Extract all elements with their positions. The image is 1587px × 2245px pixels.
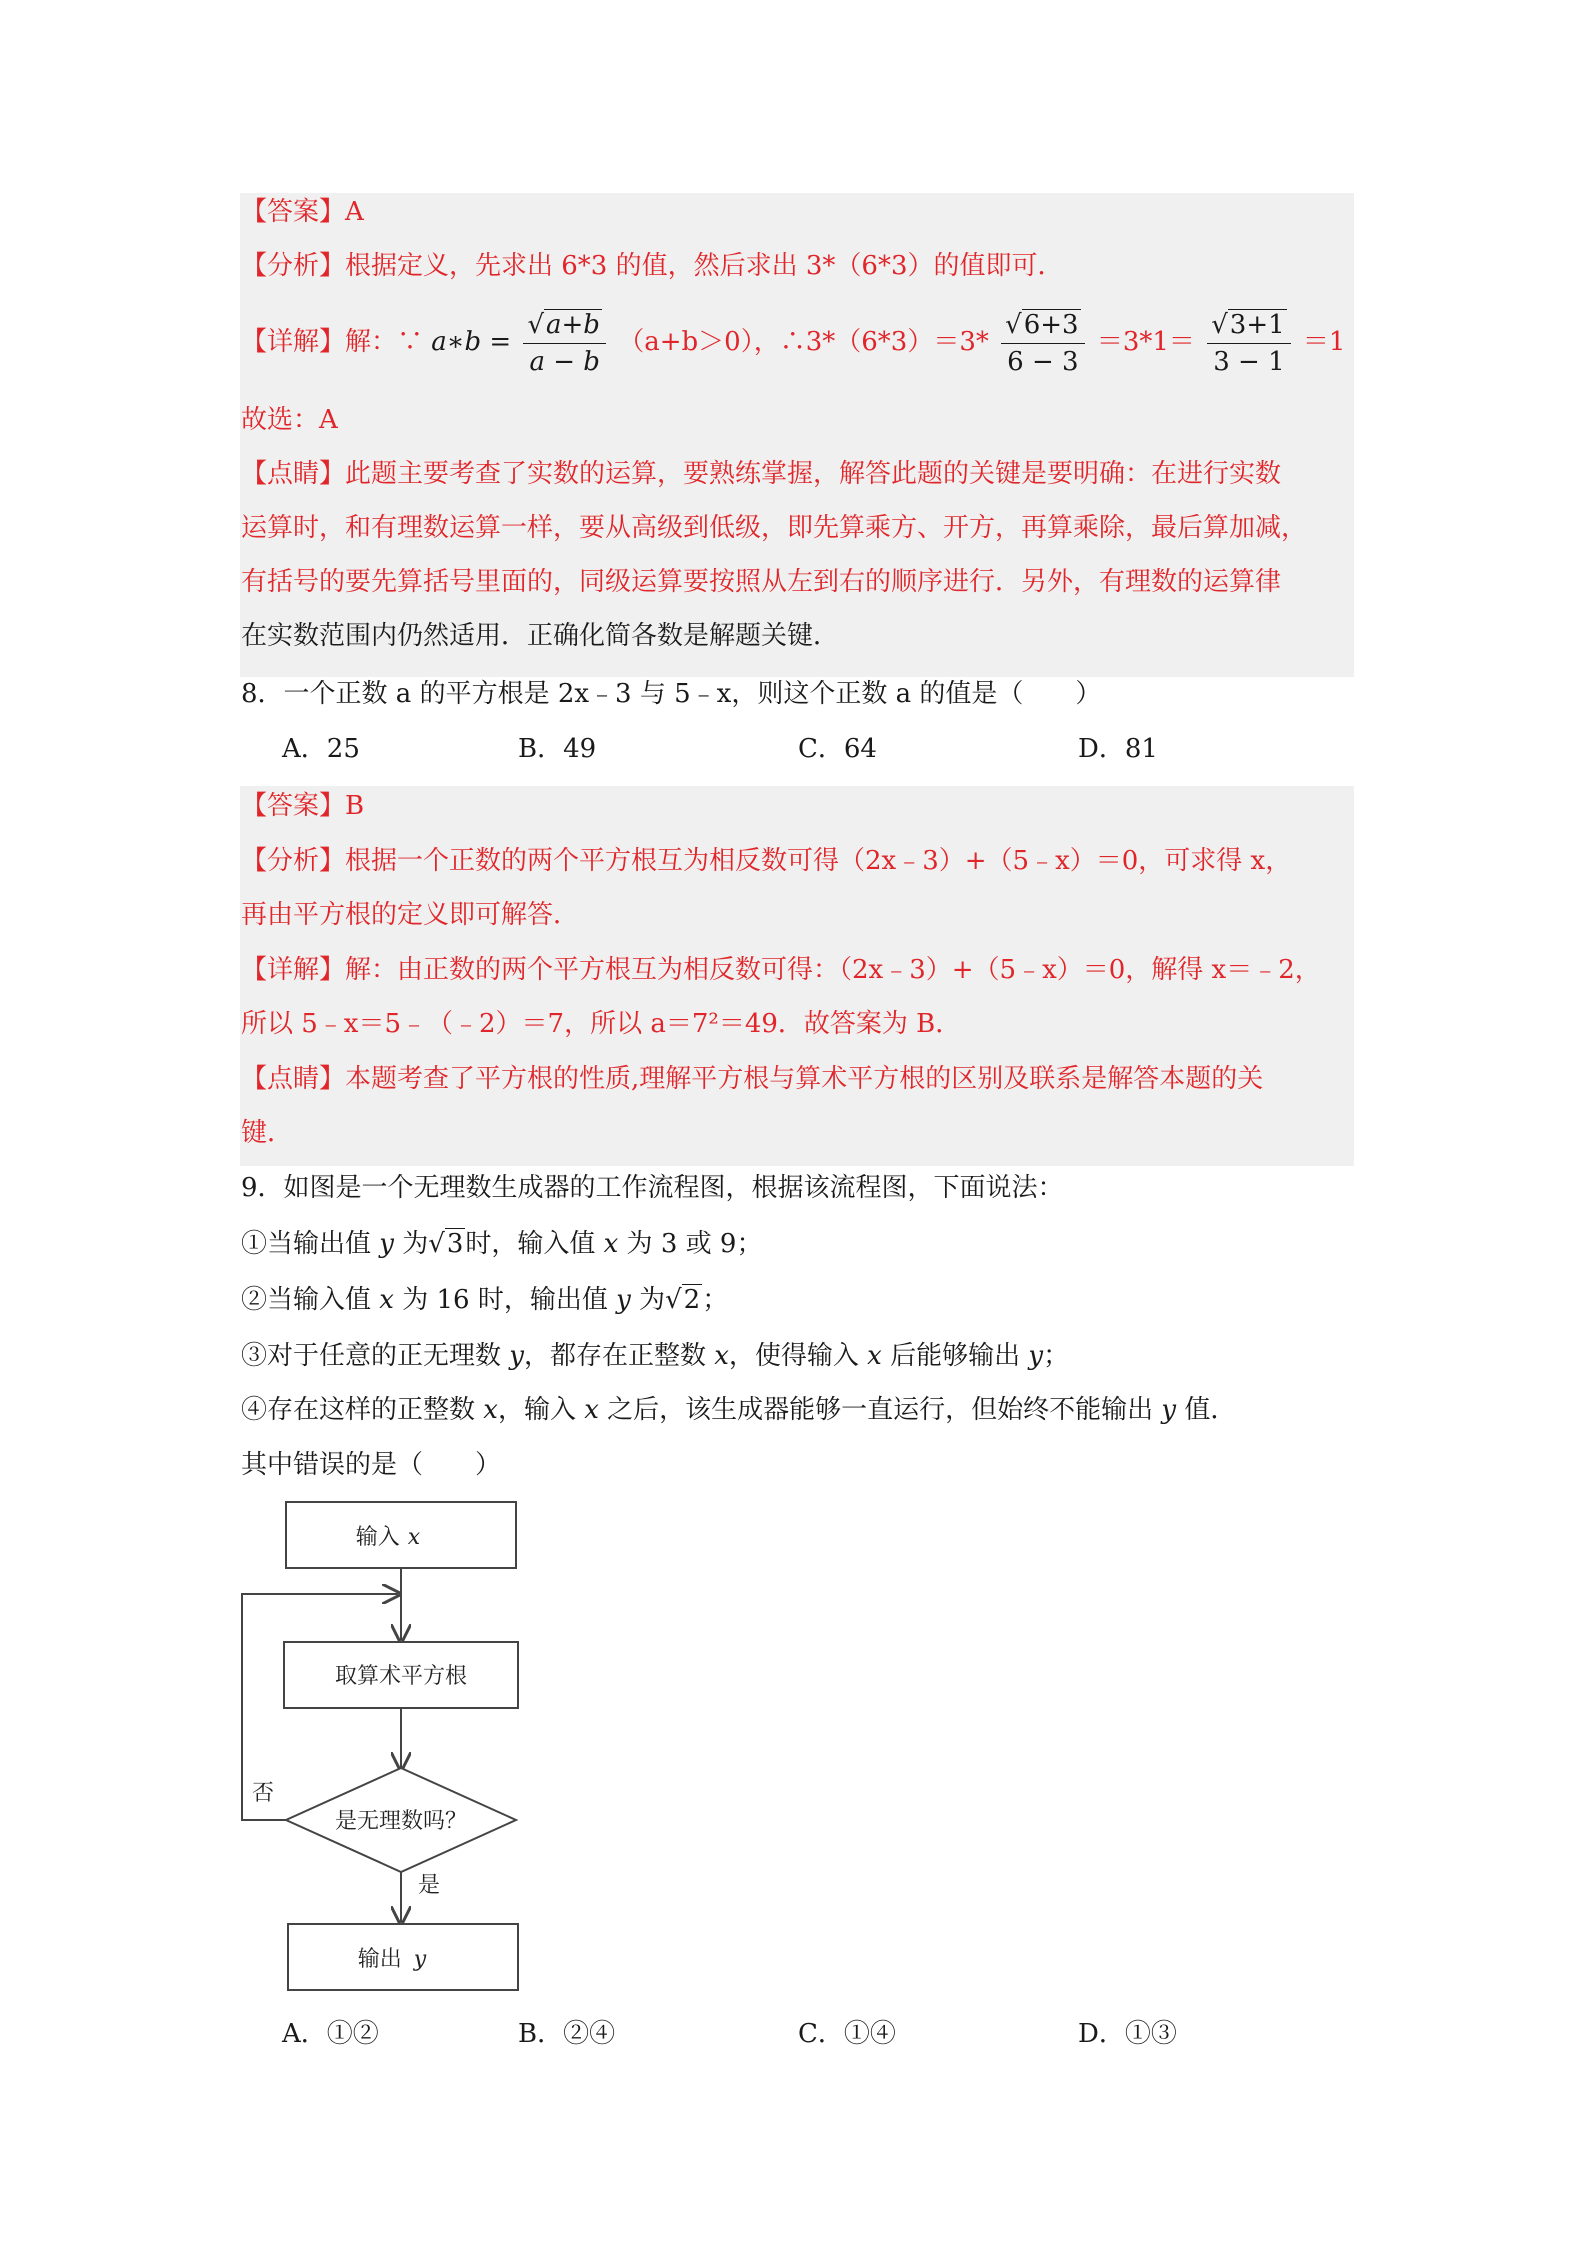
q7-choose: 故选：A (241, 405, 338, 435)
q9-stem: 9．如图是一个无理数生成器的工作流程图，根据该流程图，下面说法： (241, 1173, 1064, 1203)
flow-output-text: 输出 y (357, 1947, 427, 1972)
flow-decision-text: 是无理数吗？ (334, 1809, 468, 1834)
q7-analysis: 【分析】根据定义，先求出 6*3 的值，然后求出 3*（6*3）的值即可． (241, 251, 1064, 281)
def-fraction: $\frac{√a+b}{a - b}$ (523, 307, 606, 380)
def-lhs: a∗b = (431, 327, 512, 357)
q8-stem: 8．一个正数 a 的平方根是 2x﹣3 与 5﹣x，则这个正数 a 的值是（ ） (241, 679, 1102, 709)
q8-option-c: C．64 (798, 734, 877, 764)
flow-sqrt-text: 取算术平方根 (334, 1664, 468, 1689)
q9-option-c: C．①④ (798, 2019, 896, 2049)
flow-input-box (286, 1502, 516, 1568)
q7-point-line-3: 有括号的要先算括号里面的，同级运算要按照从左到右的顺序进行．另外，有理数的运算律 (241, 567, 1282, 597)
q8-option-d: D．81 (1078, 734, 1158, 764)
q7-detail-label: 【详解】解： (241, 327, 398, 357)
flow-input-text: 输入 x (355, 1525, 421, 1550)
def-denominator: a − b (529, 346, 600, 377)
q7-point-line-4: 在实数范围内仍然适用．正确化简各数是解题关键． (241, 621, 840, 651)
q9-statement-4: ④存在这样的正整数 x，输入 x 之后，该生成器能够一直运行，但始终不能输出 y 值． (241, 1395, 1237, 1425)
q8-point-line-2: 键． (241, 1118, 294, 1148)
q8-analysis-line-2: 再由平方根的定义即可解答． (241, 900, 580, 930)
flow-output-box (288, 1924, 518, 1990)
def-numerator: a+b (546, 309, 600, 340)
q8-detail-line-2: 所以 5﹣x＝5﹣（﹣2）＝7，所以 a＝7²＝49．故答案为 B． (241, 1009, 962, 1039)
fraction-6-3: $\frac{√6+3}{6 - 3}$ (1001, 307, 1084, 380)
flowchart (230, 1490, 530, 2010)
f2-numerator: 6+3 (1023, 309, 1079, 340)
q8-point-line-1: 【点睛】本题考查了平方根的性质,理解平方根与算术平方根的区别及联系是解答本题的关 (241, 1064, 1264, 1094)
f3-numerator: 3+1 (1229, 309, 1285, 340)
q9-option-b: B．②④ (518, 2019, 616, 2049)
flow-no-label: 否 (252, 1781, 275, 1806)
flow-yes-label: 是 (418, 1873, 441, 1898)
def-condition: （a+b＞0），∴3*（6*3）＝3* (618, 327, 989, 357)
q8-answer: 【答案】B (241, 791, 365, 821)
q8-analysis-line-1: 【分析】根据一个正数的两个平方根互为相反数可得（2x﹣3）+（5﹣x）＝0，可求得 x， (241, 846, 1292, 876)
final-result: ＝1 (1302, 327, 1346, 357)
fraction-3-1: $\frac{√3+1}{3 - 1}$ (1207, 307, 1290, 380)
because-symbol: ∵ (397, 327, 424, 357)
q8-option-b: B．49 (518, 734, 597, 764)
q9-statement-2: ②当输入值 x 为 16 时，输出值 y 为√2； (241, 1285, 729, 1315)
q7-point-line-2: 运算时，和有理数运算一样，要从高级到低级，即先算乘方、开方，再算乘除，最后算加减， (241, 513, 1308, 543)
q9-option-a: A．①② (282, 2019, 379, 2049)
q8-option-a: A．25 (282, 734, 360, 764)
f3-denominator: 3 − 1 (1213, 346, 1285, 377)
q9-option-d: D．①③ (1078, 2019, 1177, 2049)
q9-ask: 其中错误的是（ ） (241, 1450, 502, 1480)
q7-answer: 【答案】A (241, 197, 364, 227)
q8-detail-line-1: 【详解】解：由正数的两个平方根互为相反数可得：（2x﹣3）+（5﹣x）＝0，解得 x＝﹣2， (241, 955, 1321, 985)
f2-denominator: 6 − 3 (1007, 346, 1079, 377)
q9-statement-1: ①当输出值 y 为√3时，输入值 x 为 3 或 9； (241, 1229, 763, 1259)
mid-result: ＝3*1＝ (1096, 327, 1195, 357)
q7-point-line-1: 【点睛】此题主要考查了实数的运算，要熟练掌握，解答此题的关键是要明确：在进行实数 (241, 459, 1282, 489)
q7-detail (241, 302, 1353, 382)
q9-statement-3: ③对于任意的正无理数 y，都存在正整数 x，使得输入 x 后能够输出 y； (241, 1341, 1070, 1371)
